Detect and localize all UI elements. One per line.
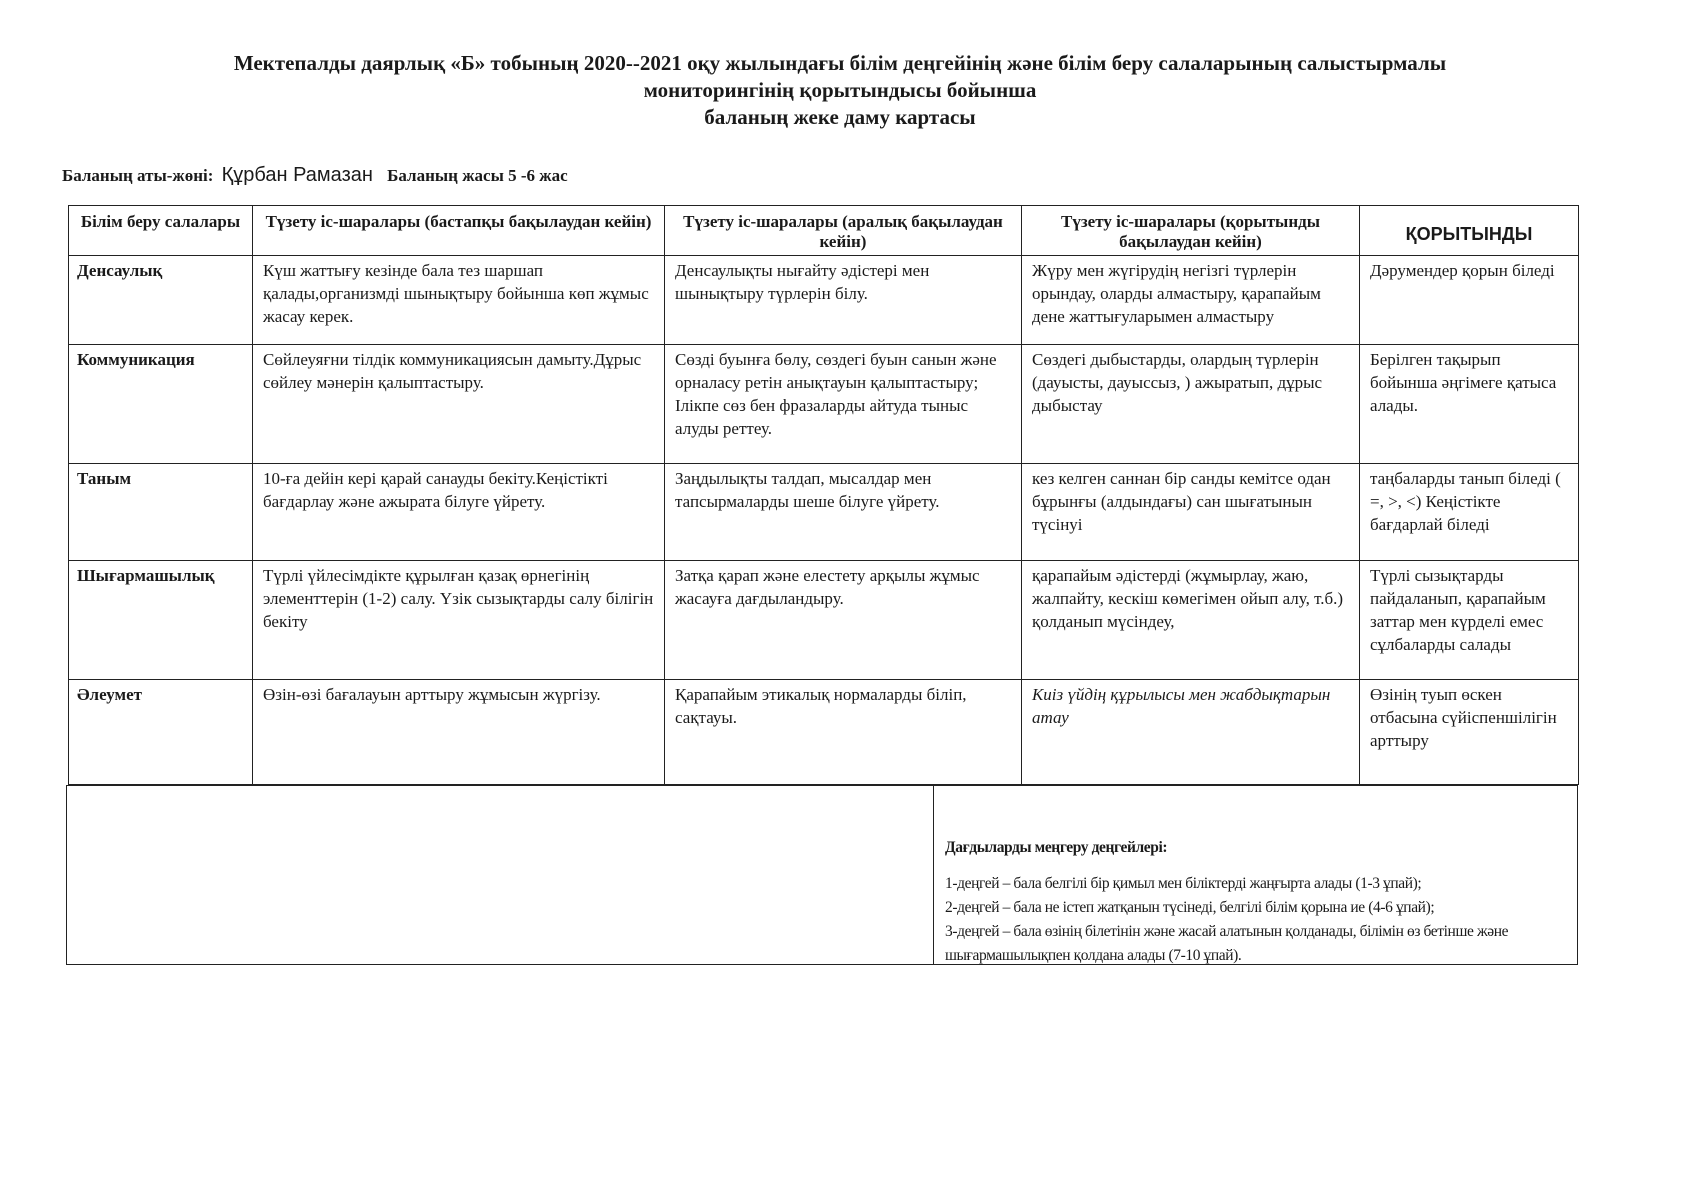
initial-cell: Сөйлеуяғни тілдік коммуникациясын дамыту.Дұрыс сөйлеу мәнерін қалыптастыру. bbox=[253, 344, 665, 463]
skill-levels-box bbox=[66, 785, 1578, 965]
header-intermediate: Түзету іс-шаралары (аралық бақылаудан кейін) bbox=[665, 206, 1022, 256]
area-cell: Коммуникация bbox=[69, 344, 253, 463]
result-cell: Дәрумендер қорын біледі bbox=[1360, 256, 1579, 345]
final-cell: Жүру мен жүгірудің негізгі түрлерін орындау, оларды алмастыру, қарапайым дене жаттығуларымен алмастыру bbox=[1022, 256, 1360, 345]
title-line-1: Мектепалды даярлық «Б» тобының 2020--2021 оқу жылындағы білім деңгейінің және білім беру салаларының салыстырмалы bbox=[233, 51, 1447, 75]
skill-level-1: 1-деңгей – бала белгілі бір қимыл мен біліктерді жаңғырта алады (1-3 ұпай); bbox=[945, 875, 1422, 892]
intermediate-cell: Сөзді буынға бөлу, сөздегі буын санын және орналасу ретін анықтауын қалыптастыру; Ілікпе сөз бен фразаларды айтуда тыныс алуды реттеу. bbox=[665, 344, 1022, 463]
table-row bbox=[69, 679, 1579, 784]
table-header-row bbox=[69, 206, 1579, 256]
final-cell: кез келген саннан бір санды кемітсе одан бұрынғы (алдындағы) сан шығатынын түсінуі bbox=[1022, 463, 1360, 560]
initial-cell: Күш жаттығу кезінде бала тез шаршап қалады,организмді шынықтыру бойынша көп жұмыс жасау керек. bbox=[253, 256, 665, 345]
child-name-label: Баланың аты-жөні: bbox=[62, 166, 214, 185]
area-cell: Таным bbox=[69, 463, 253, 560]
development-card-table bbox=[68, 205, 1579, 785]
final-cell: Сөздегі дыбыстарды, олардың түрлерін (дауысты, дауыссыз, ) ажыратып, дұрыс дыбыстау bbox=[1022, 344, 1360, 463]
result-cell: Өзінің туып өскен отбасына сүйіспеншілігін арттыру bbox=[1360, 679, 1579, 784]
initial-cell: Өзін-өзі бағалауын арттыру жұмысын жүргізу. bbox=[253, 679, 665, 784]
initial-cell: 10-ға дейін кері қарай санауды бекіту.Кеңістікті бағдарлау және ажырата білуге үйрету. bbox=[253, 463, 665, 560]
child-age-label: Баланың жасы bbox=[387, 166, 504, 185]
intermediate-cell: Затқа қарап және елестету арқылы жұмыс жасауға дағдыландыру. bbox=[665, 560, 1022, 679]
title-line-3: баланың жеке даму картасы bbox=[704, 105, 976, 129]
header-areas: Білім беру салалары bbox=[69, 206, 253, 256]
skill-levels-legend bbox=[945, 786, 1565, 968]
document-title bbox=[100, 50, 1580, 131]
area-cell: Әлеумет bbox=[69, 679, 253, 784]
result-cell: Түрлі сызықтарды пайдаланып, қарапайым заттар мен күрделі емес сұлбаларды салады bbox=[1360, 560, 1579, 679]
skill-level-3: 3-деңгей – бала өзінің білетінін және жасай алатынын қолданады, білімін өз бетінше және шығармашылықпен қолдана алады (7-10 ұпай). bbox=[945, 923, 1509, 964]
child-name-value: Құрбан Рамазан bbox=[221, 164, 373, 186]
intermediate-cell: Денсаулықты нығайту әдістері мен шынықтыру түрлерін білу. bbox=[665, 256, 1022, 345]
header-result: ҚОРЫТЫНДЫ bbox=[1360, 206, 1579, 256]
intermediate-cell: Қарапайым этикалық нормаларды біліп, сақтауы. bbox=[665, 679, 1022, 784]
child-age-value: 5 -6 жас bbox=[508, 166, 568, 185]
skill-level-2: 2-деңгей – бала не істеп жатқанын түсінеді, белгілі білім қорына ие (4-6 ұпай); bbox=[945, 899, 1435, 916]
child-info bbox=[62, 164, 568, 187]
area-cell: Денсаулық bbox=[69, 256, 253, 345]
table-row bbox=[69, 463, 1579, 560]
table-row bbox=[69, 344, 1579, 463]
result-cell: Берілген тақырып бойынша әңгімеге қатыса алады. bbox=[1360, 344, 1579, 463]
skill-levels-title: Дағдыларды меңгеру деңгейлері: bbox=[945, 839, 1168, 856]
table-row bbox=[69, 560, 1579, 679]
result-cell: таңбаларды танып біледі ( =, >, <) Кеңістікте бағдарлай біледі bbox=[1360, 463, 1579, 560]
final-cell: Киіз үйдің құрылысы мен жабдықтарын атау bbox=[1022, 679, 1360, 784]
title-line-2: мониторингінің қорытындысы бойынша bbox=[643, 78, 1037, 102]
final-cell: қарапайым әдістерді (жұмырлау, жаю, жалпайту, кескіш көмегімен ойып алу, т.б.) қолданып мүсіндеу, bbox=[1022, 560, 1360, 679]
empty-notes-area bbox=[67, 786, 934, 964]
table-row bbox=[69, 256, 1579, 345]
area-cell: Шығармашылық bbox=[69, 560, 253, 679]
initial-cell: Түрлі үйлесімдікте құрылған қазақ өрнегінің элементтерін (1-2) салу. Үзік сызықтарды салу білігін бекіту bbox=[253, 560, 665, 679]
header-final: Түзету іс-шаралары (қорытынды бақылаудан кейін) bbox=[1022, 206, 1360, 256]
intermediate-cell: Заңдылықты талдап, мысалдар мен тапсырмаларды шеше білуге үйрету. bbox=[665, 463, 1022, 560]
header-initial: Түзету іс-шаралары (бастапқы бақылаудан кейін) bbox=[253, 206, 665, 256]
